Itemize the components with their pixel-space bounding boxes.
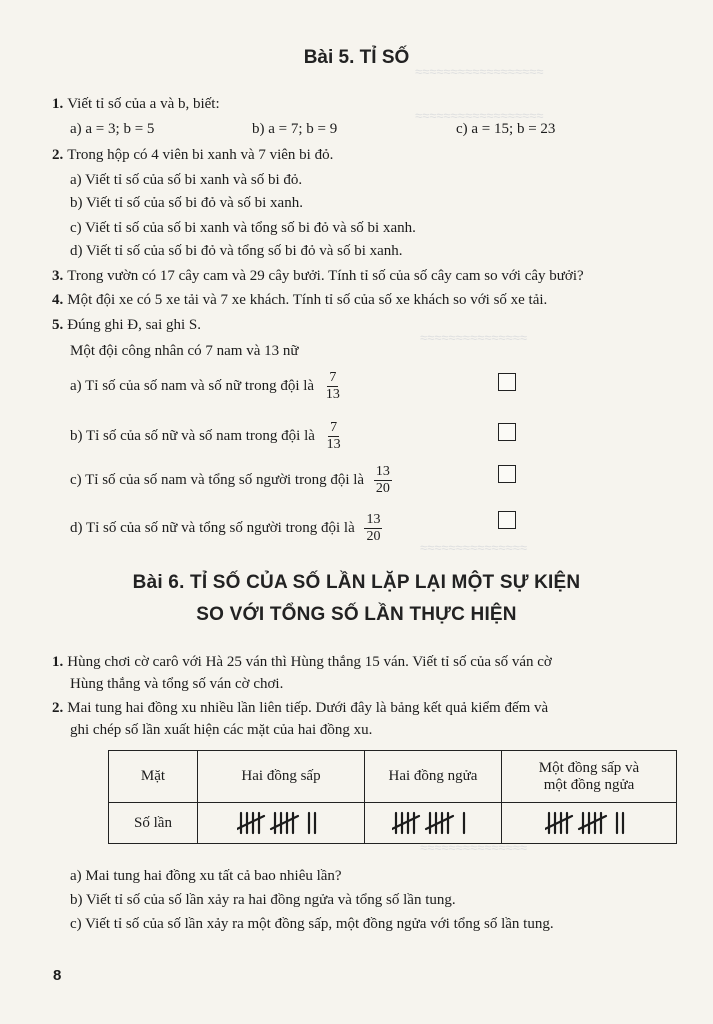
answer-checkbox-c[interactable] [498, 465, 516, 483]
question-number: 2. [52, 147, 64, 163]
tally-marks [392, 810, 474, 836]
tf-item-text: d) Tỉ số của số nữ và tổng số người trong đội là [70, 519, 355, 536]
lesson6-title-line1: Bài 6. TỈ SỐ CỦA SỐ LẦN LẶP LẠI MỘT SỰ KIỆN [132, 572, 581, 593]
l5-q5-intro: Một đội công nhân có 7 nam và 13 nữ [70, 343, 299, 359]
denominator: 20 [366, 529, 381, 544]
question-number: 5. [52, 317, 64, 333]
denominator: 13 [326, 437, 341, 452]
numerator: 7 [329, 370, 337, 385]
l5-q1-b: b) a = 7; b = 9 [252, 121, 338, 137]
question-number: 2. [52, 700, 64, 716]
question-text: Trong vườn có 17 cây cam và 29 cây bưởi. Tính tỉ số của số cây cam so với cây bưởi? [67, 268, 584, 284]
l5-q1-a: a) a = 3; b = 5 [70, 121, 155, 137]
row-label: Số lần [109, 803, 198, 844]
header-line: một đồng ngửa [543, 776, 635, 793]
tally-cell [198, 803, 365, 844]
l6-q2-b: b) Viết tỉ số của số lần xảy ra hai đồng ngửa và tổng số lần tung. [70, 892, 456, 908]
header-cell: Hai đồng sấp [198, 751, 365, 803]
l6-q2-a: a) Mai tung hai đồng xu tất cả bao nhiêu lần? [70, 868, 342, 884]
l5-q1-c: c) a = 15; b = 23 [456, 121, 556, 137]
tf-item-text: b) Tỉ số của số nữ và số nam trong đội là [70, 427, 315, 444]
workbook-page: ≈≈≈≈≈≈≈≈≈≈≈≈≈≈≈≈≈≈ ≈≈≈≈≈≈≈≈≈≈≈≈≈≈≈≈≈≈ ≈≈≈≈≈≈≈≈≈≈≈≈≈≈≈ ≈≈≈≈≈≈≈≈≈≈≈≈≈≈≈ ≈≈≈≈≈≈≈≈≈≈≈≈≈≈≈ Bài 5. TỈ SỐ 1. Viết tỉ số của a và b, biết: a) a = 3; b = 5 b) a = 7; b = 9 c) a = 15; b = 23 2. Trong hộp có 4 viên bi xanh và 7 viên bi đỏ. a) Viết tỉ số của số bi xanh và số bi đỏ. b) Viết tỉ số của số bi đỏ và số bi xanh. c) Viết tỉ số của số bi xanh và tổng số bi đỏ và số bi xanh. d) Viết tỉ số của số bi đỏ và tổng số bi đỏ và số bi xanh. 3. Trong vườn có 17 cây cam và 29 cây bưởi. Tính tỉ số của số cây cam so với cây bưởi? 4. Một đội xe có 5 xe tải và 7 xe khách. Tính tỉ số của số xe khách so với số xe tải. 5. Đúng ghi Đ, sai ghi S. Một đội công nhân có 7 nam và 13 nữ a) Tỉ số của số nam và số nữ trong đội là $\frac{7}{13}$ b) Tỉ số của số nữ và số nam trong đội là $\frac{7}{13}$ c) Tỉ số của số nam và tổng số người trong đội là $\frac{13}{20}$ d) Tỉ số của số nữ và tổng số người trong đội là $\frac{13}{20}$ Bài 6. TỈ SỐ CỦA SỐ LẦN LẶP LẠI MỘT SỰ KIỆN SO VỚI TỔNG SỐ LẦN THỰC HIỆN 1. Hùng chơi cờ carô với Hà 25 ván thì Hùng thắng 15 ván. Viết tỉ số của số ván cờ Hùng thắng và tổng số ván cờ chơi. 2. Mai tung hai đồng xu nhiều lần liên tiếp. Dưới đây là bảng kết quả kiểm đếm và ghi chép số lần xuất hiện các mặt của hai đồng xu. Mặt Hai đồng sấp Hai đồng ngửa Một đồng sấp và một đồng ngửa Số lần a) Mai tung hai đồng xu tất cả bao nhiêu lần? b) Viết tỉ số của số lần xảy ra hai đồng ngửa và tổng số lần tung. c) Viết tỉ số của số lần xảy ra một đồng sấp, một đồng ngửa với tổng số lần tung. 8 [0, 0, 713, 1024]
fraction [364, 512, 382, 545]
l6-q2 [52, 698, 548, 718]
tf-item-text: c) Tỉ số của số nam và tổng số người trong đội là [70, 471, 365, 488]
tally-cell [365, 803, 502, 844]
header-cell: Mặt [109, 751, 198, 803]
question-number: 3. [52, 268, 64, 284]
question-text: Viết tỉ số của a và b, biết: [67, 96, 220, 112]
numerator: 13 [366, 512, 381, 527]
question-text: Một đội xe có 5 xe tải và 7 xe khách. Tính tỉ số của số xe khách so với số xe tải. [67, 292, 548, 308]
tally-marks [237, 810, 325, 836]
l5-q3 [52, 266, 584, 286]
answer-checkbox-a[interactable] [498, 373, 516, 391]
question-text: Mai tung hai đồng xu nhiều lần liên tiếp. Dưới đây là bảng kết quả kiểm đếm và [67, 700, 549, 716]
l6-q2-c: c) Viết tỉ số của số lần xảy ra một đồng sấp, một đồng ngửa với tổng số lần tung. [70, 916, 554, 932]
question-number: 1. [52, 654, 64, 670]
question-text: Trong hộp có 4 viên bi xanh và 7 viên bi đỏ. [67, 147, 334, 163]
numerator: 7 [330, 420, 338, 435]
lesson5-title: Bài 5. TỈ SỐ [303, 47, 410, 68]
tf-item-d [70, 512, 382, 545]
tally-table [108, 750, 677, 844]
l5-q5 [52, 315, 201, 335]
answer-checkbox-d[interactable] [498, 511, 516, 529]
l5-q2-a: a) Viết tỉ số của số bi xanh và số bi đỏ. [70, 172, 303, 188]
denominator: 20 [375, 481, 390, 496]
answer-checkbox-b[interactable] [498, 423, 516, 441]
fraction [325, 420, 343, 453]
l6-q2-cont: ghi chép số lần xuất hiện các mặt của hai đồng xu. [70, 722, 373, 738]
numerator: 13 [375, 464, 390, 479]
question-number: 4. [52, 292, 64, 308]
question-text: Hùng chơi cờ carô với Hà 25 ván thì Hùng thắng 15 ván. Viết tỉ số của số ván cờ [67, 654, 552, 670]
l5-q2-d: d) Viết tỉ số của số bi đỏ và tổng số bi đỏ và số bi xanh. [70, 243, 403, 259]
l5-q1 [52, 94, 220, 114]
table-header-row [109, 751, 677, 803]
tf-item-b [70, 420, 343, 453]
header-line: Một đồng sấp và [538, 759, 640, 776]
question-text: Đúng ghi Đ, sai ghi S. [67, 317, 202, 333]
fraction [374, 464, 392, 497]
table-row [109, 803, 677, 844]
l5-q2-c: c) Viết tỉ số của số bi xanh và tổng số bi đỏ và số bi xanh. [70, 220, 416, 236]
tf-item-c [70, 464, 392, 497]
tally-marks [545, 810, 633, 836]
l5-q2-b: b) Viết tỉ số của số bi đỏ và số bi xanh. [70, 195, 303, 211]
l6-q1-cont: Hùng thắng và tổng số ván cờ chơi. [70, 676, 284, 692]
fraction [324, 370, 342, 403]
tally-cell [502, 803, 677, 844]
page-number: 8 [53, 967, 62, 984]
tf-item-a [70, 370, 342, 403]
tf-item-text: a) Tỉ số của số nam và số nữ trong đội là [70, 377, 315, 394]
header-cell [502, 751, 677, 803]
header-cell: Hai đồng ngửa [365, 751, 502, 803]
l5-q2 [52, 145, 333, 165]
lesson6-title-line2: SO VỚI TỔNG SỐ LẦN THỰC HIỆN [196, 604, 517, 625]
denominator: 13 [325, 387, 340, 402]
l6-q1 [52, 652, 552, 672]
l5-q4 [52, 290, 547, 310]
question-number: 1. [52, 96, 64, 112]
